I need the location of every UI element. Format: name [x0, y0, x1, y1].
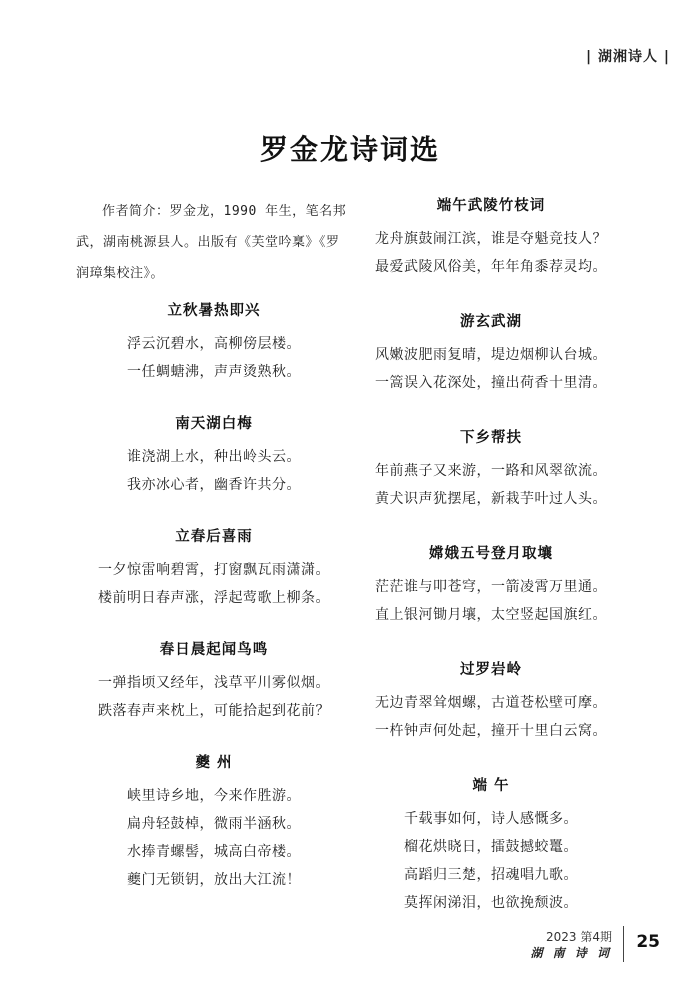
poem [76, 753, 352, 894]
magazine-name: 湖 南 诗 词 [530, 946, 612, 960]
poem-line: 直上银河锄月壤，太空竖起国旗红。 [375, 607, 607, 623]
poem [353, 776, 629, 917]
poem-line: 年前燕子又来游，一路和风翠欲流。 [375, 463, 607, 479]
poem [353, 428, 629, 513]
author-bio: 作者简介：罗金龙，1990 年生，笔名邦武，湖南桃源县人。出版有《芙堂吟稟》《罗润璋集校注》。 [76, 204, 347, 281]
poem-title: 春日晨起闻鸟鸣 [159, 641, 269, 658]
poem-line: 最爱武陵风俗美，年年角黍荐灵均。 [375, 259, 607, 275]
poem-line: 风嫩波肥雨复晴，堤边烟柳认台城。 [375, 347, 607, 363]
poem [76, 640, 352, 725]
poem-line: 夔门无锁钥，放出大江流！ [127, 872, 301, 888]
poem-line: 龙舟旗鼓闹江滨，谁是夺魁竞技人？ [375, 231, 607, 247]
poem-title: 过罗岩岭 [460, 661, 522, 678]
poem-line: 浮云沉碧水，高柳傍层楼。 [127, 336, 301, 352]
right-poem-list [353, 196, 629, 917]
left-poem-list [76, 301, 352, 894]
poem-line: 无边青翠耸烟螺，古道苍松壁可摩。 [375, 695, 607, 711]
poem-line: 水捧青螺髻，城高白帝楼。 [127, 844, 301, 860]
poem [353, 312, 629, 397]
poem-line: 我亦冰心者，幽香许共分。 [127, 477, 301, 493]
poem-line: 楼前明日春声涨，浮起莺歌上柳条。 [98, 590, 330, 606]
poem-title: 立秋暑热即兴 [167, 302, 261, 319]
poem-line: 跌落春声来枕上，可能拾起到花前？ [98, 703, 330, 719]
poem [353, 660, 629, 745]
page-title: 罗金龙诗词选 [259, 133, 440, 166]
poem-line: 谁浇湖上水，种出岭头云。 [127, 449, 301, 465]
poem-line: 一弹指顷又经年，浅草平川雾似烟。 [98, 675, 330, 691]
poem-line: 黄犬识声犹摆尾，新栽芋叶过人头。 [375, 491, 607, 507]
section-tag: | 湖湘诗人 | [586, 49, 670, 65]
poem-line: 千载事如何，诗人感慨多。 [404, 811, 578, 827]
poem-title: 南天湖白梅 [175, 415, 253, 432]
poem-line: 一夕惊雷响碧霄，打窗飘瓦雨潇潇。 [98, 562, 330, 578]
poem-title: 端午武陵竹枝词 [436, 197, 546, 214]
right-column [353, 196, 629, 917]
poem-line: 一杵钟声何处起，撞开十里白云窝。 [375, 723, 607, 739]
poem-title: 夔 州 [195, 754, 233, 771]
poem-line: 榴花烘晓日，擂鼓撼蛟鼍。 [404, 839, 578, 855]
poem-line: 一任蜩螗沸，声声烫熟秋。 [127, 364, 301, 380]
poem [353, 196, 629, 281]
poem-title: 游玄武湖 [460, 313, 522, 330]
poem-line: 茫茫谁与叩苍穹，一箭凌霄万里通。 [375, 579, 607, 595]
page-number: 25 [636, 932, 660, 952]
poem-line: 一篙误入花深处，撞出荷香十里清。 [375, 375, 607, 391]
poem-line: 高蹈归三楚，招魂唱九歌。 [404, 867, 578, 883]
poem [353, 544, 629, 629]
poem [76, 301, 352, 386]
poem-line: 扁舟轻鼓棹，微雨半涵秋。 [127, 816, 301, 832]
poem-title: 嫦娥五号登月取壤 [429, 545, 553, 562]
poem-line: 莫挥闲涕泪，也欲挽颓波。 [404, 895, 578, 911]
poem-title: 下乡帮扶 [460, 429, 522, 446]
footer-divider [623, 926, 624, 962]
poem [76, 414, 352, 499]
poem-title: 端 午 [472, 777, 510, 794]
left-column [76, 196, 352, 894]
poem [76, 527, 352, 612]
issue-label: 2023 第4期 [546, 930, 612, 944]
poem-title: 立春后喜雨 [175, 528, 253, 545]
poem-line: 峡里诗乡地，今来作胜游。 [127, 788, 301, 804]
